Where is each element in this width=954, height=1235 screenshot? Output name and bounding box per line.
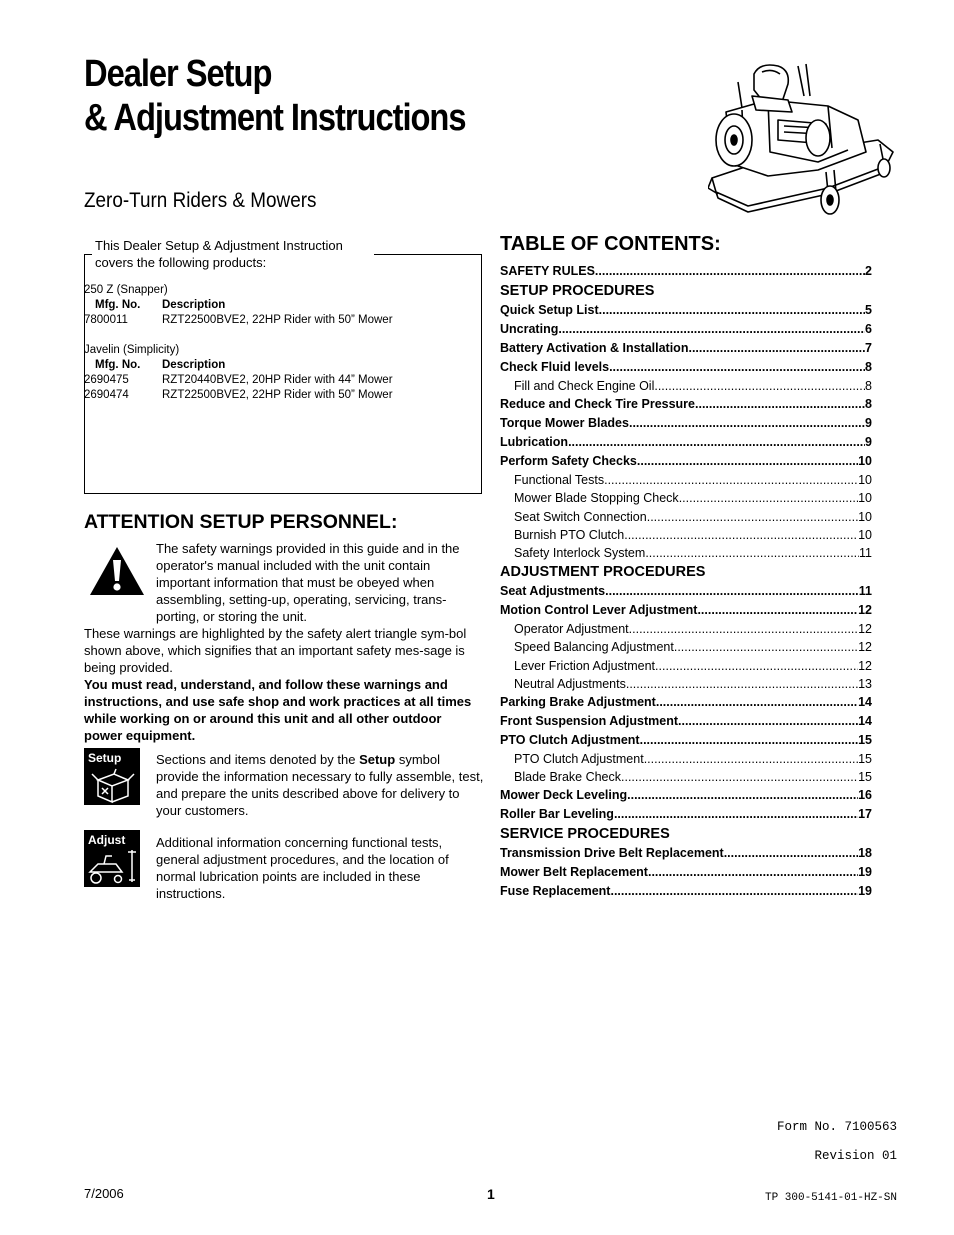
- toc-page-number: 16: [858, 788, 872, 803]
- title-line-1: Dealer Setup: [84, 53, 272, 95]
- toc-entry[interactable]: [500, 675, 872, 693]
- toc-entry-label: Mower Blade Stopping Check: [514, 491, 679, 506]
- adjust-symbol-text: Additional information concerning functional tests, general adjustment procedures, and the location of normal lubrication points are included in these instructions.: [156, 835, 449, 901]
- toc-entry-label: Seat Switch Connection: [514, 509, 647, 524]
- product-group: [84, 343, 393, 403]
- products-box-top-left-border: [84, 254, 92, 255]
- toc-leader-dots: [599, 301, 865, 320]
- toc-leader-dots: [637, 452, 858, 471]
- product-group-name: Javelin (Simplicity): [84, 344, 180, 356]
- toc-leader-dots: [648, 863, 858, 882]
- setup-text-bold: Setup: [359, 752, 396, 767]
- toc-entry-label: Motion Control Lever Adjustment: [500, 603, 698, 618]
- toc-entry-label: Torque Mower Blades: [500, 416, 629, 431]
- toc-leader-dots: [645, 544, 859, 562]
- toc-entry-label: Check Fluid levels: [500, 360, 610, 374]
- toc-page-number: 7: [865, 341, 872, 355]
- toc-entry-label: Parking Brake Adjustment: [500, 694, 656, 709]
- document-title: [84, 52, 466, 140]
- toc-page-number: 2: [865, 264, 872, 278]
- toc-entry-label: Mower Belt Replacement: [500, 865, 648, 880]
- toc-entry-label: PTO Clutch Adjustment: [500, 732, 640, 747]
- toc-page-number: 19: [858, 884, 872, 899]
- toc-entry-label: Burnish PTO Clutch: [514, 527, 625, 542]
- toc-leader-dots: [621, 768, 858, 786]
- mfg-no: 2690474: [84, 389, 129, 401]
- toc-leader-dots: [678, 712, 858, 731]
- page-number: 1: [487, 1186, 495, 1202]
- toc-entry-label: Speed Balancing Adjustment: [514, 640, 674, 655]
- toc-leader-dots: [626, 675, 858, 693]
- toc-page-number: 14: [858, 694, 872, 709]
- toc-entry[interactable]: [500, 489, 872, 507]
- toc-entry[interactable]: [500, 844, 872, 863]
- mfg-no: 7800011: [84, 314, 128, 326]
- toc-entry[interactable]: [500, 582, 872, 601]
- attention-para-2: These warnings are highlighted by the safety alert triangle sym-bol shown above, which signifies that an important safety mes-sage is being provided.: [84, 626, 467, 675]
- toc-entry[interactable]: [500, 731, 872, 750]
- toc-page-number: 10: [858, 473, 872, 488]
- footer-date: 7/2006: [84, 1186, 124, 1201]
- toc-entry-label: Mower Deck Leveling: [500, 788, 628, 803]
- toc-section-heading: SERVICE PROCEDURES: [500, 826, 670, 843]
- toc-entry-label: Battery Activation & Installation: [500, 341, 689, 355]
- setup-symbol-label: Setup: [88, 751, 122, 765]
- toc-entry[interactable]: [500, 693, 872, 712]
- toc-page-number: 18: [858, 846, 872, 861]
- toc-leader-dots: [627, 786, 858, 805]
- adjust-symbol-icon: [84, 830, 140, 887]
- toc-leader-dots: [697, 601, 858, 620]
- toc-leader-dots: [558, 320, 865, 339]
- attention-para-3: You must read, understand, and follow these warnings and instructions, and use safe shop and work practices at all times while working on or around this unit and all other outdoor power equipment.: [84, 677, 472, 743]
- toc-entry-label: Safety Interlock System: [514, 545, 646, 560]
- toc-entry-label: PTO Clutch Adjustment: [514, 751, 644, 766]
- toc-page-number: 15: [858, 770, 872, 785]
- description-header: Description: [162, 359, 226, 371]
- toc-leader-dots: [655, 657, 858, 675]
- toc-page-number: 10: [858, 491, 872, 506]
- attention-para-1-text: The safety warnings provided in this guide and in the operator's manual included with the unit contain important information that must be obeyed when assembling, setting-up, operating, servicing, trans-porting, or storing the unit.: [156, 541, 460, 624]
- description-header: Description: [162, 299, 226, 311]
- toc-page-number: 13: [858, 676, 872, 691]
- toc-entry-label: Blade Brake Check: [514, 770, 622, 785]
- product-row: [84, 388, 393, 403]
- toc-entry[interactable]: [500, 544, 872, 562]
- toc-page-number: 12: [858, 603, 872, 618]
- adjust-symbol-label: Adjust: [88, 833, 126, 847]
- toc-leader-dots: [679, 489, 858, 507]
- product-row: [84, 313, 393, 328]
- toc-section-heading: ADJUSTMENT PROCEDURES: [500, 564, 706, 581]
- toc-entry-label: Fill and Check Engine Oil: [514, 379, 655, 393]
- toc-entry[interactable]: [500, 377, 872, 395]
- toc-page-number: 19: [858, 865, 872, 880]
- toc-page-number: 10: [858, 527, 872, 542]
- document-subtitle: Zero-Turn Riders & Mowers: [84, 189, 317, 212]
- toc-entry[interactable]: [500, 786, 872, 805]
- toc-section-heading: SETUP PROCEDURES: [500, 283, 655, 299]
- toc-entry-label: Lever Friction Adjustment: [514, 658, 656, 673]
- product-table-header: [84, 358, 393, 373]
- toc-entry[interactable]: [500, 882, 872, 901]
- toc-entry[interactable]: [500, 750, 872, 768]
- toc-leader-dots: [609, 358, 865, 377]
- toc-entry-label: Neutral Adjustments: [514, 676, 626, 691]
- toc-page-number: 12: [858, 658, 872, 673]
- attention-text: [84, 540, 480, 744]
- toc-entry[interactable]: [500, 471, 872, 489]
- form-number: Form No. 7100563: [776, 1120, 897, 1134]
- product-row: [84, 373, 393, 388]
- toc-page-number: 11: [858, 584, 872, 599]
- toc-page-number: 8: [865, 360, 872, 374]
- toc-entry-label: Perform Safety Checks: [500, 454, 637, 469]
- toc-leader-dots: [605, 582, 859, 601]
- products-intro: [95, 237, 343, 271]
- toc-entry-label: Lubrication: [500, 435, 569, 450]
- toc-entry[interactable]: [500, 262, 872, 281]
- toc-leader-dots: [724, 844, 858, 863]
- toc-leader-dots: [624, 526, 858, 544]
- setup-symbol-text: [156, 751, 486, 819]
- toc-leader-dots: [695, 395, 865, 414]
- toc-entry[interactable]: [500, 712, 872, 731]
- toc-leader-dots: [610, 882, 858, 901]
- toc-entry-label: Reduce and Check Tire Pressure: [500, 397, 695, 412]
- table-of-contents: [500, 262, 872, 901]
- toc-entry[interactable]: [500, 339, 872, 358]
- toc-page-number: 12: [858, 622, 872, 637]
- toc-leader-dots: [629, 620, 858, 638]
- attention-heading: ATTENTION SETUP PERSONNEL:: [84, 511, 398, 533]
- title-line-2: & Adjustment Instructions: [84, 97, 466, 139]
- toc-leader-dots: [604, 471, 858, 489]
- setup-text-before: Sections and items denoted by the: [156, 752, 360, 767]
- wrench-tractor-icon: [84, 850, 140, 886]
- toc-entry[interactable]: [500, 620, 872, 638]
- toc-entry-label: Fuse Replacement: [500, 884, 611, 899]
- toc-leader-dots: [688, 339, 865, 358]
- toc-leader-dots: [654, 377, 865, 395]
- toc-page-number: 8: [865, 397, 872, 412]
- toc-entry[interactable]: [500, 414, 872, 433]
- toc-entry[interactable]: [500, 601, 872, 620]
- toc-page-number: 17: [858, 807, 872, 822]
- toc-entry[interactable]: [500, 657, 872, 675]
- toc-page-number: 14: [858, 713, 872, 728]
- toc-entry-label: Operator Adjustment: [514, 622, 629, 637]
- toc-entry-label: SAFETY RULES: [500, 264, 595, 278]
- toc-entry[interactable]: [500, 301, 872, 320]
- zero-turn-mower-illustration: [708, 60, 900, 220]
- mfg-no-header: Mfg. No.: [95, 359, 141, 371]
- toc-page-number: 9: [865, 416, 872, 431]
- toc-entry-label: Roller Bar Leveling: [500, 807, 614, 822]
- setup-symbol-icon: [84, 748, 140, 805]
- toc-leader-dots: [614, 805, 858, 824]
- toc-entry[interactable]: [500, 452, 872, 471]
- revision: Revision 01: [814, 1149, 897, 1163]
- products-intro-line-1: This Dealer Setup & Adjustment Instruction: [95, 238, 343, 253]
- products-intro-line-2: covers the following products:: [95, 255, 267, 270]
- toc-page-number: 10: [858, 509, 872, 524]
- toc-leader-dots: [595, 262, 865, 281]
- toc-page-number: 11: [859, 545, 872, 560]
- toc-entry[interactable]: [500, 805, 872, 824]
- toc-entry-label: Quick Setup List: [500, 303, 599, 317]
- product-description: RZT22500BVE2, 22HP Rider with 50” Mower: [162, 389, 393, 401]
- product-description: RZT22500BVE2, 22HP Rider with 50” Mower: [162, 314, 393, 326]
- toc-page-number: 8: [865, 379, 872, 393]
- toc-heading: TABLE OF CONTENTS:: [500, 233, 721, 255]
- setup-text-after: symbol provide the information necessary to fully assemble, test, and prepare the units described above for delivery to your customers.: [156, 752, 484, 818]
- toc-leader-dots: [644, 750, 858, 768]
- toc-entry[interactable]: [500, 358, 872, 377]
- triangle-spacer: [84, 540, 156, 613]
- toc-entry[interactable]: [500, 768, 872, 786]
- toc-leader-dots: [647, 508, 858, 526]
- mfg-no: 2690475: [84, 374, 129, 386]
- toc-page-number: 12: [858, 640, 872, 655]
- toc-leader-dots: [674, 638, 858, 656]
- toc-leader-dots: [656, 693, 858, 712]
- product-group: [84, 283, 393, 328]
- mfg-no-header: Mfg. No.: [95, 299, 141, 311]
- product-group-name: 250 Z (Snapper): [84, 284, 168, 296]
- toc-leader-dots: [640, 731, 859, 750]
- products-box-top-right-border: [374, 254, 482, 255]
- toc-page-number: 10: [858, 454, 872, 469]
- toc-entry-label: Seat Adjustments: [500, 584, 606, 599]
- product-table-header: [84, 298, 393, 313]
- toc-entry-label: Uncrating: [500, 322, 559, 336]
- toc-page-number: 6: [865, 322, 872, 336]
- toc-entry[interactable]: [500, 395, 872, 414]
- toc-entry[interactable]: [500, 433, 872, 452]
- toc-entry[interactable]: [500, 863, 872, 882]
- toc-entry[interactable]: [500, 638, 872, 656]
- box-icon: [84, 768, 140, 804]
- toc-page-number: 5: [865, 303, 872, 317]
- toc-page-number: 9: [865, 435, 872, 450]
- toc-leader-dots: [568, 433, 865, 452]
- tp-code: TP 300-5141-01-HZ-SN: [764, 1192, 897, 1204]
- product-description: RZT20440BVE2, 20HP Rider with 44” Mower: [162, 374, 393, 386]
- toc-entry[interactable]: [500, 508, 872, 526]
- toc-leader-dots: [629, 414, 865, 433]
- toc-page-number: 15: [858, 732, 872, 747]
- toc-entry[interactable]: [500, 526, 872, 544]
- toc-entry-label: Functional Tests: [514, 473, 605, 488]
- toc-entry-label: Front Suspension Adjustment: [500, 713, 679, 728]
- products-list: [84, 283, 393, 418]
- toc-page-number: 15: [858, 751, 872, 766]
- toc-entry-label: Transmission Drive Belt Replacement: [500, 846, 724, 861]
- toc-entry[interactable]: [500, 320, 872, 339]
